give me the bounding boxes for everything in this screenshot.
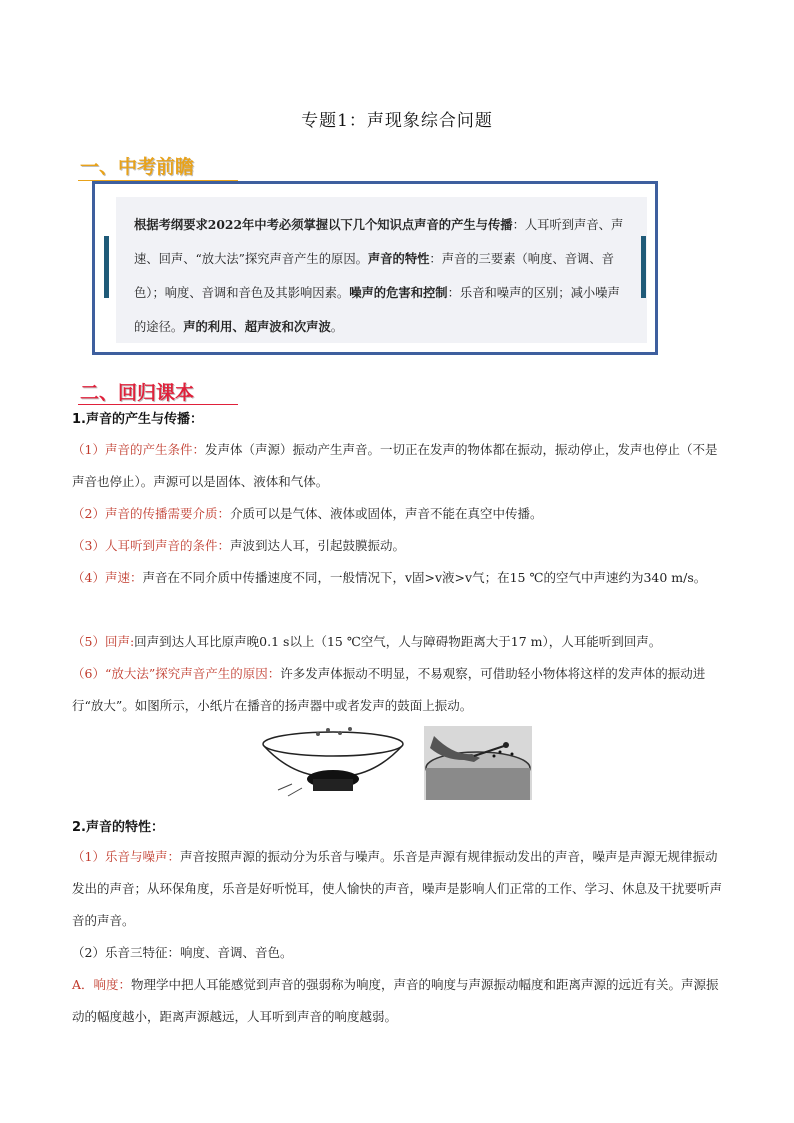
summary-detail-3: ：乐音和噪声的区别；减小噪声的途径。 [134, 286, 620, 334]
item-text: 发声体（声源）振动产生声音。一切正在发声的物体都在振动，振动停止，发声也停止（不是声音也停止）。声源可以是固体、液体和气体。 [72, 442, 718, 489]
summary-topic-3: 噪声的危害和控制 [349, 285, 448, 300]
item-text: 物理学中把人耳能感觉到声音的强弱称为响度，声音的响度与声源振动幅度和距离声源的远近有关。声源振动的幅度越小，距离声源越远，人耳听到声音的响度越弱。 [72, 977, 719, 1024]
section-underline-2 [78, 404, 238, 405]
summary-detail-2: ：声音的三要素（响度、音调、音色）；响度、音调和音色及其影响因素。 [134, 252, 614, 300]
paragraph-6 [72, 658, 722, 722]
summary-intro: 根据考纲要求2022年中考必须掌握以下几个知识点 [134, 217, 415, 232]
summary-topic-2: 声音的特性 [367, 251, 430, 266]
item-label: （4）声速： [72, 570, 143, 585]
item-label: （1）声音的产生条件： [72, 442, 205, 457]
summary-topic-1: 声音的产生与传播 [414, 217, 513, 232]
paragraph-1 [72, 434, 722, 498]
item-label: （1）乐音与噪声： [72, 849, 180, 864]
paragraph-4 [72, 562, 722, 594]
item-text: 声音按照声源的振动分为乐音与噪声。乐音是声源有规律振动发出的声音，噪声是声源无规律振动发出的声音；从环保角度，乐音是好听悦耳，使人愉快的声音，噪声是影响人们正常的工作、学习、休息及干扰要听声音的声音。 [72, 849, 723, 928]
summary-text [134, 208, 630, 344]
summary-detail-1: ：人耳听到声音、声速、回声、“放大法”探究声音产生的原因。 [134, 218, 624, 266]
section-heading-2: 二、回归课本 [80, 382, 195, 404]
page-title: 专题1：声现象综合问题 [301, 111, 493, 131]
item-label: （3）人耳听到声音的条件： [72, 538, 230, 553]
item-label: （5）回声: [72, 634, 135, 649]
section-heading-1: 一、中考前瞻 [80, 156, 195, 178]
subheading-2: 2.声音的特性： [72, 820, 164, 835]
summary-end: 。 [330, 320, 344, 334]
item-label: （2）声音的传播需要介质： [72, 506, 230, 521]
item-label: （6）“放大法”探究声音产生的原因： [72, 666, 281, 681]
item-text: 声音在不同介质中传播速度不同，一般情况下，v固>v液>v气；在15 ℃的空气中声速约为340 m/s。 [142, 570, 707, 585]
paragraph-3 [72, 530, 722, 562]
summary-topic-4: 声的利用、超声波和次声波 [183, 319, 331, 334]
item-text: 许多发声体振动不明显，不易观察，可借助轻小物体将这样的发声体的振动进行“放大”。如图所示，小纸片在播音的扬声器中或者发声的鼓面上振动。 [72, 666, 706, 713]
paragraph-9 [72, 969, 722, 1033]
item-label: A．响度： [72, 977, 132, 992]
subheading-1: 1.声音的产生与传播： [72, 412, 203, 427]
item-text: 回声到达人耳比原声晚0.1 s以上（15 ℃空气，人与障碍物距离大于17 m），人耳能听到回声。 [134, 634, 662, 649]
box-accent-left [104, 236, 109, 298]
speaker-illustration [258, 724, 408, 804]
drum-illustration [424, 726, 532, 800]
paragraph-7 [72, 841, 722, 937]
paragraph-2 [72, 498, 722, 530]
item-text: 介质可以是气体、液体或固体，声音不能在真空中传播。 [229, 506, 543, 521]
paragraph-5 [72, 626, 722, 658]
item-text: 声波到达人耳，引起鼓膜振动。 [229, 538, 405, 553]
box-accent-right [641, 236, 646, 298]
paragraph-8: （2）乐音三特征：响度、音调、音色。 [72, 945, 293, 960]
